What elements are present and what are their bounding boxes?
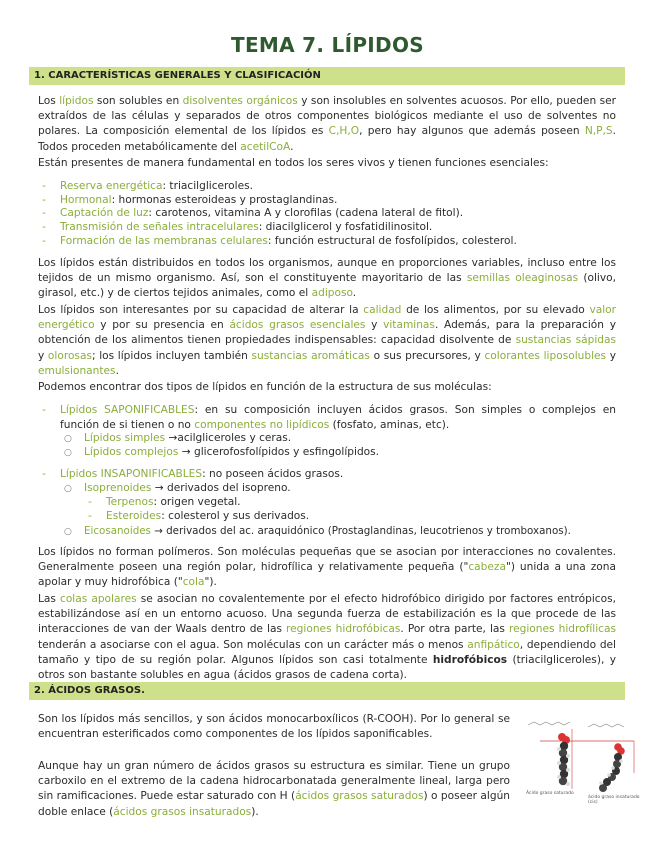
figure-caption-saturated: Ácido graso saturado <box>526 791 574 796</box>
paragraph-distribution: Los lípidos están distribuidos en todos los organismos, aunque en proporciones variables, incluso entre los tejidos de un mismo organismo. Así, son el constituyente mayoritario de las semillas oleaginosas (olivo, girasol, etc.) y de ciertos tejidos animales, como el adiposo. <box>38 257 616 300</box>
paragraph-hydrophobic: Las colas apolares se asocian no covalentemente por el efecto hidrofóbico dirigido por factores entrópicos, estabilizándose así en un entorno acuoso. Una segunda fuerza de estabilización es la que procede de las interacciones de van der Waals dentro de las regiones hidrofóbicas. Por otra parte, las regiones hidrofílicas tenderán a asociarse con el agua. Son moléculas con un carácter más o menos anfipático, dependiendo del tamaño y tipo de su región polar. Algunos lípidos son casi totalmente hidrofóbicos (triacilgliceroles), y otros son bastante solubles en agua (ácidos grasos de cadena corta). <box>38 593 617 682</box>
document-page: TEMA 7. LÍPIDOS 1. CARACTERÍSTICAS GENERALES Y CLASIFICACIÓN Los lípidos son solubles en disolventes orgánicos y son insolubles en solventes acuosos. Por ello, pueden ser extraídos de las células y separados de otros componentes biológicos mediante el uso de solventes no polares. La composición elemental de los lípidos es C,H,O, pero hay algunos que además poseen N,P,S. Todos proceden metabólicamente del acetilCoA. Están presentes de manera fundamental en todos los seres vivos y tienen funciones esenciales: - Reserva energética: triacilgliceroles. - Hormonal: hormonas esteroideas y prostaglandinas. - Captación de luz: carotenos, vitamina A y clorofilas (cadena lateral de fitol). - Transmisión de señales intracelulares: diacilglicerol y fosfatidilinositol. - Formación de las membranas celulares: función estructural de fosfolípidos, colesterol. Los lípidos están distribuidos en todos los organismos, aunque en proporciones variables, incluso entre los tejidos de un mismo organismo. Así, son el constituyente mayoritario de las semillas oleaginosas (olivo, girasol, etc.) y de ciertos tejidos animales, como el adiposo. Los lípidos son interesantes por su capacidad de alterar la calidad de los alimentos, por su elevado valor energético y por su presencia en ácidos grasos esenciales y vitaminas. Además, para la preparación y obtención de los alimentos tienen propiedades indispensables: capacidad disolvente de sustancias sápidas y olorosas; los lípidos incluyen también sustancias aromáticas o sus precursores, y colorantes liposolubles y emulsionantes. Podemos encontrar dos tipos de lípidos en función de la estructura de sus moléculas: - Lípidos SAPONIFICABLES: en su composición incluyen ácidos grasos. Son simples o complejos en función de si tienen o no componentes no lipídicos (fosfato, aminas, etc). ○ Lípidos simples →acilgliceroles y ceras. ○ Lípidos complejos → glicerofosfolípidos y esfingolípidos. - Lípidos INSAPONIFICABLES: no poseen ácidos grasos. ○ Isoprenoides → derivados del isopreno. - Terpenos: origen vegetal. - Esteroides: colesterol y sus derivados. ○ Eicosanoides → derivados del ac. araquidónico (Prostaglandinas, leucotrienos y tromboxanos). Los lípidos no forman polímeros. Son moléculas pequeñas que se asocian por interacciones no covalentes. Generalmente poseen una región polar, hidrofílica y relativamente pequeña ("cabeza") unida a una zona apolar y muy hidrofóbica ("cola"). Las colas apolares se asocian no covalentemente por el efecto hidrofóbico dirigido por factores entrópicos, estabilizándose así en un entorno acuoso. Una segunda fuerza de estabilización es la que procede de las interacciones de van der Waals dentro de las regiones hidrofóbicas. Por otra parte, las regiones hidrofílicas tenderán a asociarse con el agua. Son moléculas con un carácter más o menos anfipático, dependiendo del tamaño y tipo de su región polar. Algunos lípidos son casi totalmente hidrofóbicos (triacilgliceroles), y otros son bastante solubles en agua (ácidos grasos de cadena corta). 2. ÁCIDOS GRASOS. Son los lípidos más sencillos, y son ácidos monocarboxílicos (R-COOH). Por lo general se encuentran esterificados como componentes de los lípidos saponificables. Aunque hay un gran número de ácidos grasos su estructura es similar. Tiene un grupo carboxilo en el extremo de la cadena hidrocarbonatada generalmente lineal, larga pero sin ramificaciones. Puede estar saturado con H (ácidos grasos saturados) o poseer algún doble enlace (ácidos grasos insaturados). Ácido graso saturado ácido graso insaturado (cis) <box>0 0 655 848</box>
fatty-acid-figure <box>522 713 640 805</box>
page-title: TEMA 7. LÍPIDOS <box>231 33 424 57</box>
paragraph-amphipathic: Los lípidos no forman polímeros. Son moléculas pequeñas que se asocian por interacciones no covalentes. Generalmente poseen una región polar, hidrofílica y relativamente pequeña ("cabeza") unida a una zona apolar y muy hidrofóbica ("cola"). <box>38 546 616 589</box>
paragraph-intro: Los lípidos son solubles en disolventes orgánicos y son insolubles en solventes acuosos. Por ello, pueden ser extraídos de las células y separados de otros componentes biológicos mediante el uso de solventes no polares. La composición elemental de los lípidos es C,H,O, pero hay algunos que además poseen N,P,S. Todos proceden metabólicamente del acetilCoA. <box>38 95 617 153</box>
figure-caption-unsaturated: ácido graso insaturado (cis) <box>588 795 640 805</box>
paragraph-food-properties: Los lípidos son interesantes por su capacidad de alterar la calidad de los alimentos, por su elevado valor energético y por su presencia en ácidos grasos esenciales y vitaminas. Además, para la preparación y obtención de los alimentos tienen propiedades indispensables: capacidad disolvente de sustancias sápidas y olorosas; los lípidos incluyen también sustancias aromáticas o sus precursores, y colorantes liposolubles y emulsionantes. <box>38 304 617 377</box>
section-heading-1: 1. CARACTERÍSTICAS GENERALES Y CLASIFICACIÓN <box>29 67 625 85</box>
paragraph-fatty-acid-structure: Aunque hay un gran número de ácidos grasos su estructura es similar. Tiene un grupo carboxilo en el extremo de la cadena hidrocarbonatada generalmente lineal, larga pero sin ramificaciones. Puede estar saturado con H (ácidos grasos saturados) o poseer algún doble enlace (ácidos grasos insaturados). <box>38 760 511 818</box>
paragraph-types-intro: Podemos encontrar dos tipos de lípidos en función de la estructura de sus moléculas: <box>38 381 492 393</box>
paragraph-fatty-acids: Son los lípidos más sencillos, y son ácidos monocarboxílicos (R-COOH). Por lo general se encuentran esterificados como componentes de los lípidos saponificables. <box>38 713 510 741</box>
paragraph-functions-intro: Están presentes de manera fundamental en todos los seres vivos y tienen funciones esenciales: <box>38 157 549 169</box>
unsaturated-chain <box>599 743 625 792</box>
section-heading-2: 2. ÁCIDOS GRASOS. <box>29 682 625 700</box>
